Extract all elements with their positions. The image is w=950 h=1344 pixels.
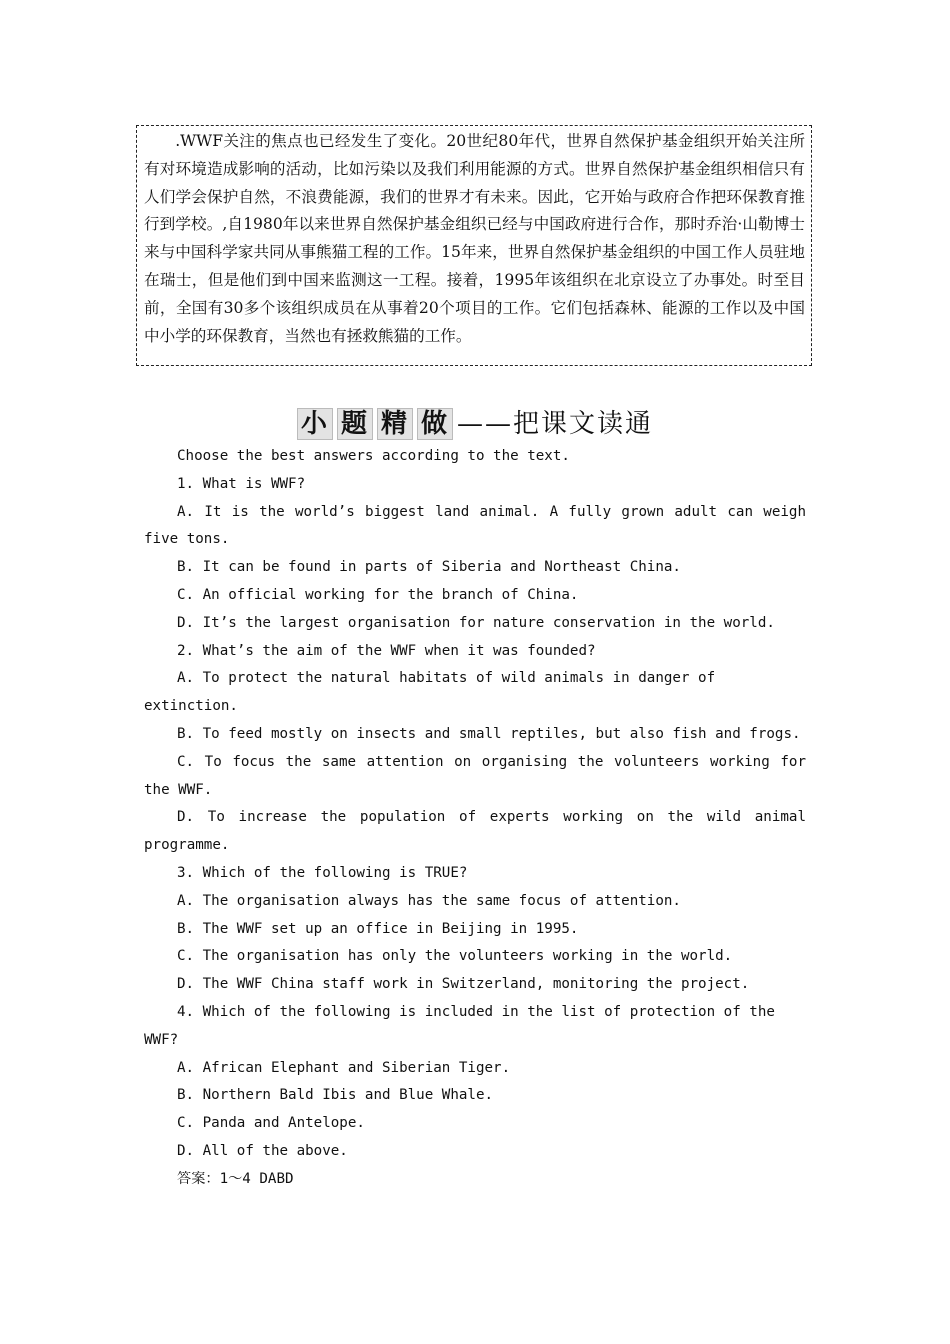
answer-label: 答案： [177,1170,220,1187]
option-4b: B. Northern Bald Ibis and Blue Whale. [177,1087,494,1104]
heading-char: 小 [297,408,333,440]
option-4a: A. African Elephant and Siberian Tiger. [177,1059,511,1076]
exercise-content [144,443,806,1194]
translation-paragraph: .WWF关注的焦点也已经发生了变化。20世纪80年代，世界自然保护基金组织开始关注所有对环境造成影响的活动，比如污染以及我们利用能源的方式。世界自然保护基金组织相信只有人们学会保护自然，不浪费能源，我们的世界才有未来。因此，它开始与政府合作把环保教育推行到学校。,自1980年以来世界自然保护基金组织已经与中国政府进行合作，那时乔治·山勒博士来与中国科学家共同从事熊猫工程的工作。15年来，世界自然保护基金组织的中国工作人员驻地在瑞士，但是他们到中国来监测这一工程。接着，1995年该组织在北京设立了办事处。时至目前，全国有30多个该组织成员在从事着20个项目的工作。它们包括森林、能源的工作以及中国中小学的环保教育，当然也有拯救熊猫的工作。 [144,132,805,345]
heading-char: 精 [377,408,413,440]
option-4c: C. Panda and Antelope. [177,1115,365,1132]
option-2b: B. To feed mostly on insects and small reptiles, but also fish and frogs. [177,725,801,742]
heading-char: 题 [337,408,373,440]
section-heading [0,404,950,444]
option-3a: A. The organisation always has the same focus of attention. [177,892,681,909]
question-4: 4. Which of the following is included in the list of protection of the WWF? [144,1003,775,1048]
option-3d: D. The WWF China staff work in Switzerland, monitoring the project. [177,976,750,993]
question-2: 2. What’s the aim of the WWF when it was founded? [177,642,596,659]
option-1d: D. It’s the largest organisation for nature conservation in the world. [177,614,775,631]
chinese-translation-box [136,125,812,366]
option-1a: A. It is the world’s biggest land animal. A fully grown adult can weigh five tons. [144,503,806,548]
question-3: 3. Which of the following is TRUE? [177,864,468,881]
instruction: Choose the best answers according to the text. [177,448,570,464]
option-1b: B. It can be found in parts of Siberia and Northeast China. [177,559,681,576]
question-1: 1. What is WWF? [177,475,306,492]
option-3c: C. The organisation has only the volunteers working in the world. [177,948,733,965]
option-2a: A. To protect the natural habitats of wild animals in danger of extinction. [144,670,716,715]
heading-char: 做 [417,408,453,440]
option-3b: B. The WWF set up an office in Beijing in 1995. [177,920,579,937]
heading-rest: ——把课文读通 [457,409,654,439]
answer-value: 1～4 DABD [219,1170,294,1187]
option-2d: D. To increase the population of experts working on the wild animal programme. [144,809,806,854]
answer-line [144,1166,806,1194]
option-1c: C. An official working for the branch of China. [177,586,579,603]
option-4d: D. All of the above. [177,1142,348,1159]
option-2c: C. To focus the same attention on organising the volunteers working for the WWF. [144,753,806,798]
